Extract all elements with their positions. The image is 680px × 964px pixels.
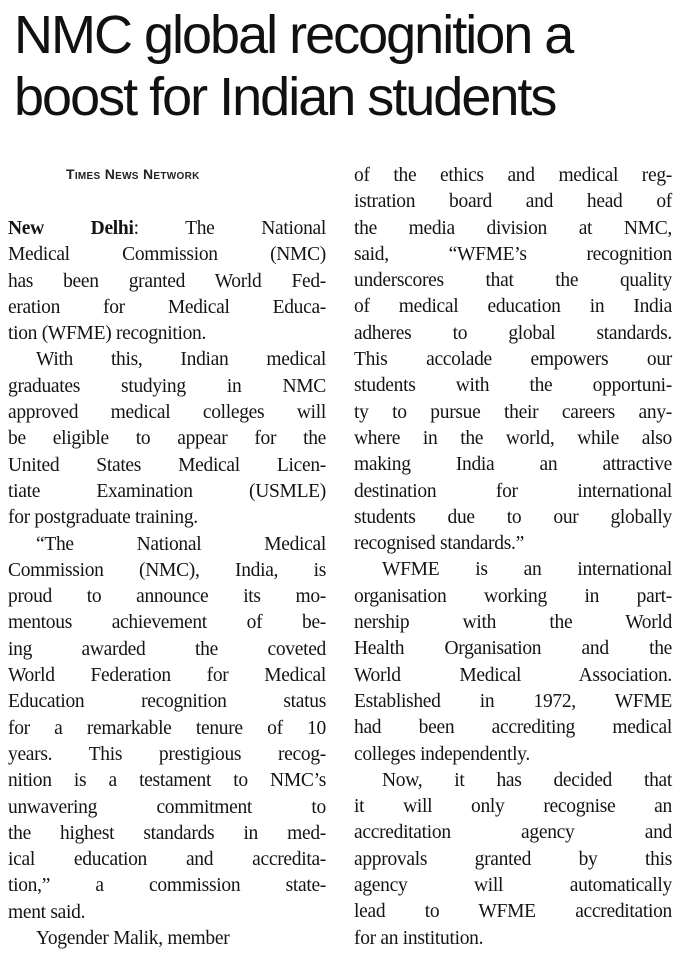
article-line-text: With this, Indian medical bbox=[36, 349, 326, 371]
article-line bbox=[8, 269, 326, 295]
article-line bbox=[354, 584, 672, 610]
article-line bbox=[8, 584, 326, 610]
article-line-text: said, “WFME’s recognition bbox=[354, 243, 672, 265]
article-line-text: for an institution. bbox=[354, 927, 484, 949]
article-line-text: Medical Commission (NMC) bbox=[8, 244, 326, 266]
article-line bbox=[354, 452, 672, 478]
byline bbox=[66, 166, 200, 182]
article-line bbox=[8, 742, 326, 768]
article-line-text: recognised standards.” bbox=[354, 533, 524, 555]
article-line bbox=[8, 716, 326, 742]
article-line bbox=[8, 610, 326, 636]
article-line bbox=[354, 426, 672, 452]
article-line-text: destination for international bbox=[354, 480, 672, 502]
article-line bbox=[8, 637, 326, 663]
article-line-text: be eligible to appear for the bbox=[8, 428, 326, 450]
article-line-text: Commission (NMC), India, is bbox=[8, 559, 326, 581]
article-line bbox=[354, 400, 672, 426]
article-line bbox=[354, 715, 672, 741]
article-line bbox=[354, 505, 672, 531]
article-line bbox=[354, 742, 672, 768]
article-line-text: istration board and head of bbox=[354, 191, 672, 213]
article-column-right bbox=[354, 163, 672, 952]
article-line-text: it will only recognise an bbox=[354, 796, 672, 818]
article-line bbox=[354, 163, 672, 189]
article-line bbox=[8, 821, 326, 847]
article-line-text: the highest standards in med- bbox=[8, 822, 326, 844]
article-line-text: of the ethics and medical reg- bbox=[354, 165, 672, 186]
article-line bbox=[354, 873, 672, 899]
article-line-text: for postgraduate training. bbox=[8, 507, 198, 529]
article-line-text: years. This prestigious recog- bbox=[8, 743, 326, 765]
article-line-text: accreditation agency and bbox=[354, 822, 672, 844]
article-line-text: nership with the World bbox=[354, 612, 672, 634]
article-line bbox=[354, 189, 672, 215]
article-line bbox=[354, 268, 672, 294]
article-line-text: WFME is an international bbox=[382, 559, 672, 581]
byline-text: Times News Network bbox=[66, 166, 200, 182]
article-line bbox=[8, 295, 326, 321]
article-line-text: ing awarded the coveted bbox=[8, 638, 326, 660]
article-line bbox=[354, 689, 672, 715]
article-line-text: World Federation for Medical bbox=[8, 665, 326, 687]
article-line-text: making India an attractive bbox=[354, 454, 672, 476]
article-line-text: Education recognition status bbox=[8, 691, 326, 713]
article-line bbox=[354, 820, 672, 846]
headline bbox=[14, 4, 670, 128]
headline-line-2: boost for Indian students bbox=[14, 67, 556, 127]
article-line bbox=[8, 926, 326, 952]
article-line bbox=[8, 768, 326, 794]
article-line-text: graduates studying in NMC bbox=[8, 375, 326, 397]
article-line bbox=[354, 768, 672, 794]
article-line bbox=[354, 926, 672, 952]
article-line bbox=[354, 294, 672, 320]
article-line bbox=[8, 400, 326, 426]
article-line-text: of medical education in India bbox=[354, 296, 672, 318]
article-line-text: where in the world, while also bbox=[354, 427, 672, 449]
article-line-text: : The National bbox=[133, 218, 327, 239]
article-line-text: agency will automatically bbox=[354, 875, 672, 897]
article-line-text: approved medical colleges will bbox=[8, 402, 326, 424]
article-line bbox=[8, 558, 326, 584]
article-line bbox=[8, 453, 326, 479]
article-line-text: tion,” a commission state- bbox=[8, 875, 326, 897]
article-line-text: ty to pursue their careers any- bbox=[354, 401, 672, 423]
article-line bbox=[354, 531, 672, 557]
article-line bbox=[354, 373, 672, 399]
article-line-text: Health Organisation and the bbox=[354, 638, 672, 660]
article-line bbox=[8, 900, 326, 926]
article-line bbox=[8, 479, 326, 505]
article-line-text: has been granted World Fed- bbox=[8, 270, 326, 292]
article-line-text: approvals granted by this bbox=[354, 848, 672, 870]
article-line-text: This accolade empowers our bbox=[354, 349, 672, 371]
article-line bbox=[354, 636, 672, 662]
article-line-text: for a remarkable tenure of 10 bbox=[8, 717, 326, 739]
article-column-left bbox=[8, 216, 326, 952]
article-line bbox=[354, 663, 672, 689]
article-line bbox=[354, 321, 672, 347]
article-line-text: proud to announce its mo- bbox=[8, 586, 326, 608]
article-line bbox=[354, 794, 672, 820]
article-line bbox=[8, 347, 326, 373]
article-line bbox=[354, 899, 672, 925]
article-line-text: World Medical Association. bbox=[354, 664, 672, 686]
article-line-text: Now, it has decided that bbox=[382, 769, 672, 791]
article-line bbox=[8, 847, 326, 873]
article-line-text: organisation working in part- bbox=[354, 585, 672, 607]
article-line-text: lead to WFME accreditation bbox=[354, 901, 672, 923]
article-line bbox=[8, 663, 326, 689]
article-line-text: underscores that the quality bbox=[354, 270, 672, 292]
article-line bbox=[8, 873, 326, 899]
article-line-text: adheres to global standards. bbox=[354, 322, 672, 344]
article-line bbox=[8, 242, 326, 268]
article-line-text: Yogender Malik, member bbox=[36, 928, 230, 950]
article-line-text: nition is a testament to NMC’s bbox=[8, 770, 326, 792]
article-line-text: “The National Medical bbox=[36, 533, 326, 555]
article-line-text: United States Medical Licen- bbox=[8, 454, 326, 476]
article-line-text: ment said. bbox=[8, 901, 86, 923]
article-line-text: Established in 1972, WFME bbox=[354, 690, 672, 712]
article-line bbox=[8, 374, 326, 400]
article-line-text: unwavering commitment to bbox=[8, 796, 326, 818]
article-line-text: tion (WFME) recognition. bbox=[8, 323, 207, 345]
article-line bbox=[8, 795, 326, 821]
article-line bbox=[354, 557, 672, 583]
article-line bbox=[8, 216, 326, 242]
article-line bbox=[8, 532, 326, 558]
dateline: New Delhi bbox=[8, 218, 134, 239]
article-line bbox=[8, 426, 326, 452]
article-line bbox=[354, 610, 672, 636]
article-line bbox=[354, 479, 672, 505]
article-line bbox=[354, 347, 672, 373]
article-line-text: mentous achievement of be- bbox=[8, 612, 326, 634]
article-line-text: tiate Examination (USMLE) bbox=[8, 480, 326, 502]
article-line bbox=[8, 321, 326, 347]
article-line-text: ical education and accredita- bbox=[8, 849, 326, 871]
article-line-text: eration for Medical Educa- bbox=[8, 296, 326, 318]
headline-line-1: NMC global recognition a bbox=[14, 5, 573, 65]
article-line bbox=[8, 689, 326, 715]
article-line-text: students with the opportuni- bbox=[354, 375, 672, 397]
article-line-text: students due to our globally bbox=[354, 506, 672, 528]
article-line-text: had been accrediting medical bbox=[354, 717, 672, 739]
article-line bbox=[354, 216, 672, 242]
article-line bbox=[8, 505, 326, 531]
article-line-text: the media division at NMC, bbox=[354, 217, 672, 239]
article-line-text: colleges independently. bbox=[354, 743, 530, 765]
article-line bbox=[354, 242, 672, 268]
article-line bbox=[354, 847, 672, 873]
